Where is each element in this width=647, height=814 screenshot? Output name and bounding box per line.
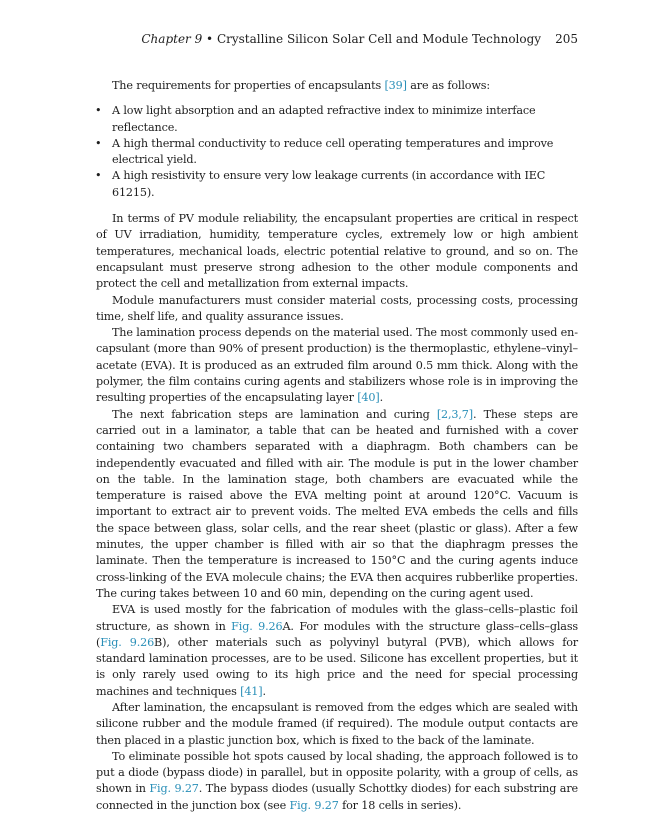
paragraph-text: The lamination process depends on the material used. The most commonly used encapsulant (more than 90% of present production) is the thermoplastic, ethylene–vinyl–acetate (EVA). It is produced as an extruded film around 0.5 mm thick. Along with the polymer, the film contains curing agents and stabilizers whose role is in improving the resulting properties of the encapsulating layer — [96, 326, 578, 405]
citation-link[interactable]: [40] — [357, 391, 380, 405]
list-item — [96, 103, 578, 136]
citation-link[interactable]: [39] — [384, 79, 407, 92]
paragraph-text: A. For modules with the structure glass–cells–glass ( — [96, 619, 578, 649]
figure-link[interactable]: Fig. 9.26 — [231, 619, 283, 633]
paragraph-text: B), other materials such as polyvinyl butyral (PVB), which allows for standard lamination processes, are to be used. Silicone has excellent properties, but it is only rarely used owing to its high price and the need for special processing machines and techniques — [96, 635, 578, 698]
header-separator: • — [202, 32, 217, 46]
paragraph-text: . — [262, 684, 266, 698]
paragraph-bypass-diodes — [96, 749, 578, 814]
paragraph-text: . The bypass diodes (usually Schottky diodes) for each substring are connected in the junction box (see — [96, 782, 578, 812]
paragraph-after-lamination: After lamination, the encapsulant is removed from the edges which are sealed with silicone rubber and the module framed (if required). The module output contacts are then placed in a plastic junction box, which is fixed to the back of the laminate. — [96, 700, 578, 747]
bullet-icon: • — [95, 104, 102, 118]
paragraph-fabrication-steps — [96, 407, 578, 603]
citation-link[interactable]: [2,3,7] — [436, 407, 473, 421]
paragraph-text: To eliminate possible hot spots caused by local shading, the approach followed is to put a diode (bypass diode) in parallel, but in opposite polarity, with a group of cells, as shown in — [96, 749, 578, 796]
paragraph-reliability: In terms of PV module reliability, the encapsulant properties are critical in respect of UV irradiation, humidity, temperature cycles, extremely low or high ambient temperatures, mechanical loads, electric potential relative to ground, and so on. The encapsulant must preserve strong adhesion to the other module components and protect the cell and metallization from external impacts. — [96, 212, 578, 291]
chapter-label: Chapter 9 — [141, 32, 203, 46]
paragraph-text: for 18 cells in series). — [338, 798, 462, 812]
paragraph-text: . These steps are carried out in a laminator, a table that can be heated and furnished with a cover containing two chambers separated with a diaphragm. Both chambers can be independently evacuated and filled with air. The module is put in the lower chamber on the table. In the lamination stage, both chambers are evacuated while the temperature is raised above the EVA melting point at around 120°C. Vacuum is important to extract air to prevent voids. The melted EVA embeds the cells and fills the space between glass, solar cells, and the rear sheet (plastic or glass). After a few minutes, the upper chamber is filled with air so that the diaphragm presses the laminate. Then the temperature is increased to 150°C and the curing agents induce cross-linking of the EVA molecule chains; the EVA then acquires rubberlike properties. The curing takes between 10 and 60 min, depending on the curing agent used. — [96, 407, 578, 600]
intro-text: The requirements for properties of encapsulants — [112, 79, 385, 92]
list-item-text: A low light absorption and an adapted refractive index to minimize interface reflectance. — [112, 104, 536, 134]
paragraph-costs: Module manufacturers must consider material costs, processing costs, processing time, shelf life, and quality assurance issues. — [96, 293, 578, 323]
figure-link[interactable]: Fig. 9.27 — [149, 782, 199, 796]
body-text — [96, 78, 578, 814]
paragraph-text: The next fabrication steps are lamination and curing — [112, 407, 437, 421]
figure-link[interactable]: Fig. 9.26 — [100, 635, 155, 649]
list-item — [96, 136, 578, 169]
figure-link[interactable]: Fig. 9.27 — [289, 798, 339, 812]
list-item-text: A high resistivity to ensure very low leakage currents (in accordance with IEC 61215). — [112, 169, 546, 199]
list-item — [96, 168, 578, 201]
paragraph-text: . — [379, 391, 383, 405]
chapter-title: Crystalline Silicon Solar Cell and Module Technology — [216, 32, 542, 46]
intro-tail: are as follows: — [406, 79, 491, 92]
requirements-list — [96, 103, 578, 201]
paragraph-eva-usage — [96, 602, 578, 700]
running-header — [96, 31, 578, 47]
page-number: 205 — [555, 32, 578, 46]
bullet-icon: • — [95, 136, 102, 150]
list-item-text: A high thermal conductivity to reduce cell operating temperatures and improve electrical yield. — [112, 136, 554, 167]
paragraph-text: EVA is used mostly for the fabrication of modules with the glass–cells–plastic foil structure, as shown in — [96, 603, 578, 633]
intro-paragraph — [96, 78, 578, 94]
paragraph-lamination-process — [96, 325, 578, 406]
bullet-icon: • — [95, 169, 102, 183]
citation-link[interactable]: [41] — [240, 684, 263, 698]
